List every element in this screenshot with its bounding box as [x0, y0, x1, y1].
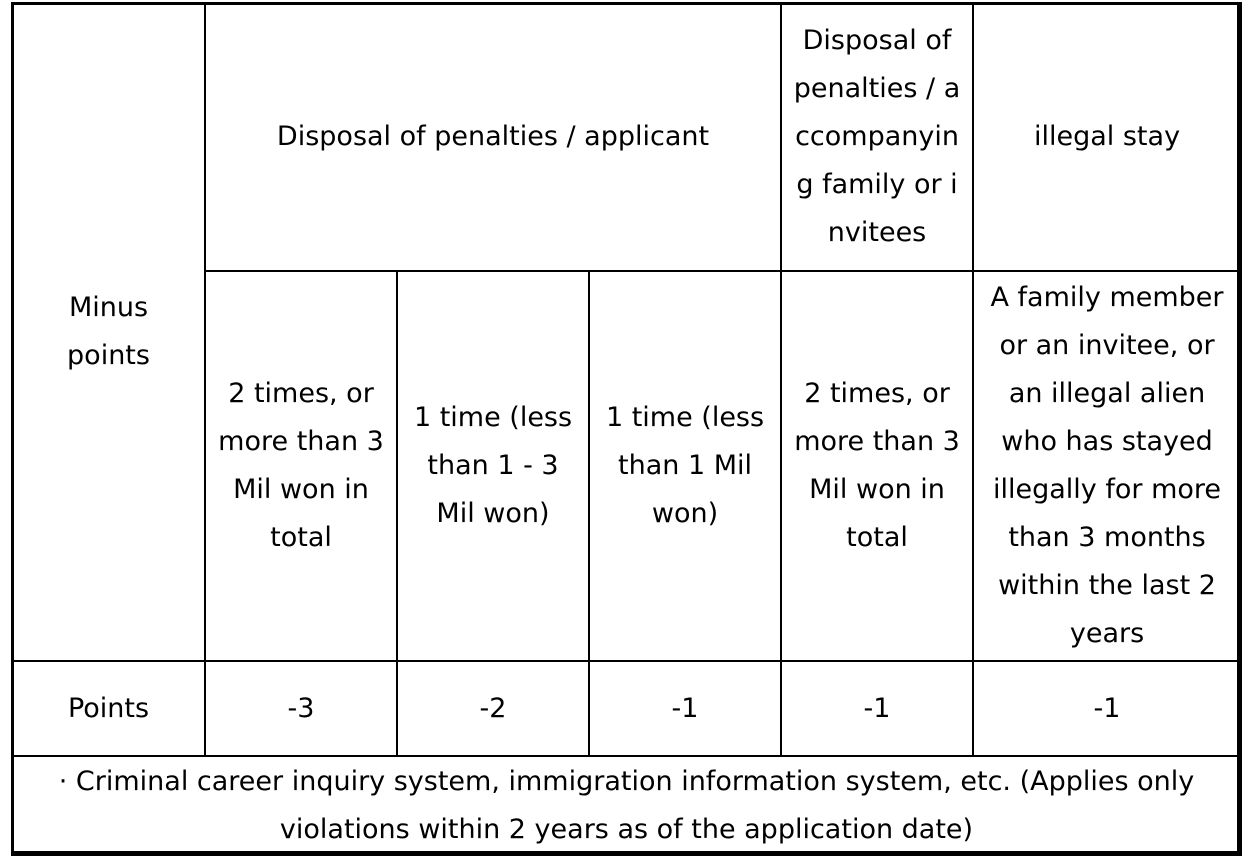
criteria-cell	[397, 271, 589, 661]
header-family: Disposal of penalties / accompanying family or invitees	[793, 25, 961, 248]
points-cell	[781, 661, 973, 756]
criteria-cell	[781, 271, 973, 661]
points-value: -1	[863, 692, 891, 724]
criteria-cell	[589, 271, 781, 661]
criteria-text: 1 time (less than 1 - 3 Mil won)	[413, 402, 573, 529]
header-illegal: illegal stay	[1033, 121, 1181, 152]
table-row	[12, 661, 1241, 756]
note-cell	[12, 756, 1241, 855]
points-cell	[205, 661, 397, 756]
points-value: -1	[1093, 692, 1121, 724]
points-value: -3	[287, 692, 315, 724]
table-row	[12, 3, 1241, 271]
header-applicant: Disposal of penalties / applicant	[276, 121, 710, 152]
points-label: Points	[67, 692, 150, 724]
points-value: -2	[479, 692, 507, 724]
criteria-cell	[973, 271, 1241, 661]
minus-points-label-cell	[12, 3, 205, 661]
criteria-text: 2 times, or more than 3 Mil won in total	[218, 378, 384, 553]
points-cell	[397, 661, 589, 756]
points-cell	[589, 661, 781, 756]
points-cell	[973, 661, 1241, 756]
penalty-table-container	[11, 2, 1240, 854]
points-label-cell	[12, 661, 205, 756]
note-text: · Criminal career inquiry system, immigration information system, etc. (Applies only violations within 2 years as of the application date)	[58, 765, 1195, 845]
penalty-points-table	[11, 2, 1242, 856]
header-illegal-cell	[973, 3, 1241, 271]
criteria-text: A family member or an invitee, or an illegal alien who has stayed illegally for more than 3 months within the last 2 years	[990, 282, 1224, 649]
criteria-cell	[205, 271, 397, 661]
minus-points-label: Minus points	[67, 292, 150, 371]
header-applicant-cell	[205, 3, 781, 271]
points-value: -1	[671, 692, 699, 724]
header-family-cell	[781, 3, 973, 271]
criteria-text: 2 times, or more than 3 Mil won in total	[794, 378, 960, 553]
criteria-text: 1 time (less than 1 Mil won)	[605, 402, 765, 529]
table-row	[12, 756, 1241, 855]
